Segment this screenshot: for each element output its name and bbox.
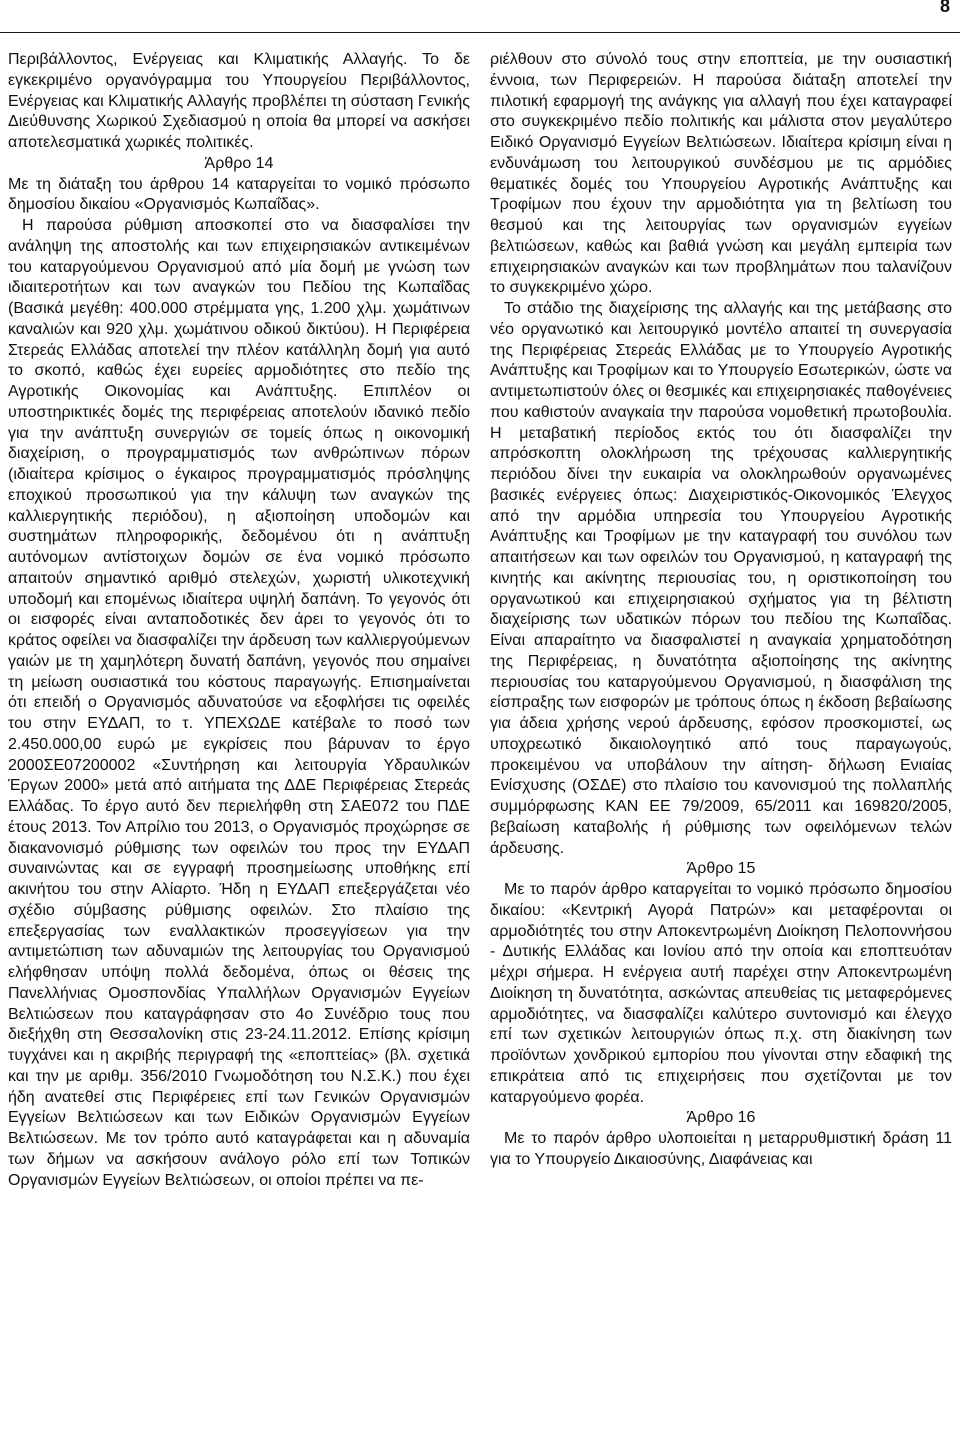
article-16-heading: Άρθρο 16 [686, 1109, 756, 1127]
page-number: 8 [939, 0, 950, 16]
article-15-heading: Άρθρο 15 [686, 860, 756, 878]
article-14-heading: Άρθρο 14 [204, 154, 274, 172]
right-column [490, 50, 952, 1171]
right-paragraph-4: Με το παρόν άρθρο υλοποιείται η μεταρρυθμιστική δράση 11 για το Υπουργείο Δικαιοσύνης, Διαφάνειας και [490, 1130, 952, 1168]
left-paragraph-2: Με τη διάταξη του άρθρου 14 καταργείται το νομικό πρόσωπο δημοσίου δικαίου «Οργανισμός Κωπαΐδας». [8, 175, 470, 214]
right-paragraph-3: Με το παρόν άρθρο καταργείται το νομικό πρόσωπο δημοσίου δικαίου: «Κεντρική Αγορά Πατρών» και μεταφέρονται οι αρμοδιότητές του στην Αποκεντρωμένη Διοίκηση Πελοποννήσου - Δυτικής Ελλάδας και Ιονίου από την οποία και εποπτευόταν μέχρι σήμερα. Η ενέργεια αυτή παρέχει στην Αποκεντρωμένη Διοίκηση τη δυνατότητα, ασκώντας απευθείας τις μεταφερόμενες αρμοδιότητες, να διασφαλίζει καλύτερο συντονισμό και έλεγχο επί των σχετικών λειτουργιών όπως π.χ. στη διακίνηση των προϊόντων χονδρικού εμπορίου που γίνονται στην εδαφική της επικράτεια από τις επιχειρήσεις που σχετίζονται με τον καταργούμενο φορέα. [490, 881, 952, 1106]
header-rule [0, 32, 960, 33]
left-paragraph-1: Περιβάλλοντος, Ενέργειας και Κλιματικής Αλλαγής. Το δε εγκεκριμένο οργανόγραμμα του Υπουργείου Περιβάλλοντος, Ενέργειας και Κλιματικής Αλλαγής προβλέπει τη σύσταση Γενικής Διεύθυνσης Χωρικού Σχεδιασμού η οποία θα μπορεί να ασκήσει αποτελεσματικά χωρικές πολιτικές. [8, 51, 470, 151]
left-paragraph-3: Η παρούσα ρύθμιση αποσκοπεί στο να διασφαλίσει την ανάληψη της αποστολής και των επιχειρησιακών αντικειμένων του καταργούμενου Οργανισμού από μία δομή με γνώση των ιδιαιτεροτήτων και των αναγκών του Πεδίου της Κωπαΐδας (Βασικά μεγέθη: 400.000 στρέμματα γης, 1.200 χλμ. χωμάτινων καναλιών και 920 χλμ. χωμάτινου οδικού δικτύου). Η Περιφέρεια Στερεάς Ελλάδας αποτελεί την πλέον κατάλληλη δομή για αυτό το σκοπό, καθώς έχει ευρείες αρμοδιότητες στο πεδίο της Αγροτικής Οικονομίας και Ανάπτυξης. Επιπλέον οι υποστηρικτικές δομές της περιφέρειας αποτελούν ιδανικό πεδίο για την ανάπτυξη συνεργιών σε τομείς όπως η οικονομική διαχείριση, ο προγραμματισμός των ανθρώπινων πόρων (ιδιαίτερα κρίσιμος ο έγκαιρος προγραμματισμός πρόσληψης εποχικού προσωπικού για την κάλυψη των αναγκών της καλλιεργητικής περιόδου), η αξιοποίηση υποδομών και συστημάτων πληροφορικής, δεδομένου ότι η ανάπτυξη αυτόνομων αντίστοιχων δομών σε ένα νομικό πρόσωπο απαιτούν σημαντικό αριθμό στελεχών, χωριστή υλικοτεχνική υποδομή και επομένως ιδιαίτερα υψηλή δαπάνη. Το γεγονός ότι οι εισφορές είναι ανταποδοτικές δεν άρει το γεγονός ότι το κράτος οφείλει να διασφαλίζει την άρδευση των καλλιεργούμενων γαιών με τη χαμηλότερη δυνατή δαπάνη, γεγονός που σημαίνει τη μείωση ουσιαστικά του κόστους παραγωγής. Επισημαίνεται ότι επειδή ο Οργανισμός αδυνατούσε να εξοφλήσει τις οφειλές του στην ΕΥΔΑΠ, το τ. ΥΠΕΧΩΔΕ κατέβαλε το ποσό των 2.450.000,00 ευρώ με εγκρίσεις που βάρυναν το έργο 2000ΣΕ07200002 «Συντήρηση και λειτουργία Υδραυλικών Έργων 2000» μετά από αιτήματα της ΔΔΕ Περιφέρειας Στερεάς Ελλάδας. Το έργο αυτό δεν περιελήφθη στη ΣΑΕ072 του ΠΔΕ έτους 2013. Τον Απρίλιο του 2013, ο Οργανισμός προχώρησε σε διακανονισμό ρύθμισης των οφειλών του προς την ΕΥΔΑΠ συναινώντας και σε εγγραφή προσημείωσης υποθήκης επί ακινήτου του στην Αλίαρτο. Ήδη η ΕΥΔΑΠ επεξεργάζεται νέο σχέδιο σύμβασης ρύθμισης οφειλών. Στο πλαίσιο της επεξεργασίας των εναλλακτικών προσεγγίσεων για την αντιμετώπιση των αδυναμιών της λειτουργίας του Οργανισμού ελήφθησαν υπόψη πολλά δεδομένα, όπως οι θέσεις της Πανελλήνιας Ομοσπονδίας Υπαλλήλων Οργανισμών Εγγείων Βελτιώσεων που καταγράφησαν στο 4ο Συνέδριο τους που διεξήχθη στη Θεσσαλονίκη στις 23-24.11.2012. Επίσης κρίσιμη τυγχάνει και η ακριβής περιγραφή της «εποπτείας» (βλ. σχετικά και την με αριθμ. 356/2010 Γνωμοδότηση του Ν.Σ.Κ.) που έχει ήδη ανατεθεί στις Περιφέρειες επί των Γενικών Οργανισμών Εγγείων Βελτιώσεων και των Ειδικών Οργανισμών Εγγείων Βελτιώσεων. Με τον τρόπο αυτό καταγράφεται και η αδυναμία των δήμων να ασκήσουν ανάλογο ρόλο επί των Τοπικών Οργανισμών Εγγείων Βελτιώσεων, οι οποίοι πρέπει να πε- [8, 217, 470, 1189]
right-paragraph-1: ριέλθουν στο σύνολό τους στην εποπτεία, με την ουσιαστική έννοια, των Περιφερειών. Η παρούσα διάταξη αποτελεί την πιλοτική εφαρμογή της ανάγκης για αλλαγή που έχει καταγραφεί στο συγκεκριμένο πεδίο πολιτικής και μάλιστα στον μεγαλύτερο Ειδικό Οργανισμό Εγγείων Βελτιώσεων. Ιδιαίτερα κρίσιμη είναι η ενδυνάμωση του λειτουργικού συνδέσμου με τις αρμόδιες θεματικές δομές του Υπουργείου Αγροτικής Ανάπτυξης και Τροφίμων που έχουν την αρμοδιότητα για τη βελτίωση του θεσμού και της λειτουργίας των οργανισμών εγγείων βελτιώσεων, καθώς και βαθιά γνώση και μεγάλη εμπειρία των επιχειρησιακών αναγκών και των προβλημάτων που ταλανίζουν το συγκεκριμένο χώρο. [490, 51, 952, 297]
left-column [8, 50, 470, 1191]
right-paragraph-2: Το στάδιο της διαχείρισης της αλλαγής και της μετάβασης στο νέο οργανωτικό και λειτουργικό μοντέλο απαιτεί τη συνεργασία της Περιφέρειας Στερεάς Ελλάδας με το Υπουργείο Αγροτικής Ανάπτυξης και Τροφίμων και το Υπουργείο Εσωτερικών, ώστε να αντιμετωπιστούν όλες οι θεσμικές και επιχειρησιακές παθογένειες που καθιστούν αναγκαία την παρούσα νομοθετική πρωτοβουλία. Η μεταβατική περίοδος εκτός του ότι διασφαλίζει την απρόσκοπτη ολοκλήρωση της τρέχουσας καλλιεργητικής περιόδου δίνει την ευκαιρία να ολοκληρωθούν οργανωμένες βασικές ενέργειες όπως: Διαχειριστικός-Οικονομικός Έλεγχος από την αρμόδια υπηρεσία του Υπουργείου Αγροτικής Ανάπτυξης και Τροφίμων με την καταγραφή του συνόλου των απαιτήσεων και των οφειλών του Οργανισμού, η καταγραφή της κινητής και ακίνητης περιουσίας του, η οριστικοποίηση του οργανωτικού και επιχειρησιακού σχήματος για τη βέλτιστη διαχείρισης των υδατικών πόρων του πεδίου της Κωπαΐδας. Είναι απαραίτητο να διασφαλιστεί η αναγκαία χρηματοδότηση της Περιφέρειας, η δυνατότητα αξιοποίησης της ακίνητης περιουσίας του καταργούμενου Οργανισμού, η διασφάλιση της είσπραξης των εισφορών με τρόπους όπως η έκδοση βεβαίωσης για άδεια χρήσης νερού άρδευσης, εφόσον προσκομιστεί, ως υποχρεωτικό δικαιολογητικό από τους παραγωγούς, προκειμένου να υποβάλουν την αίτηση- δήλωση Ενιαίας Ενίσχυσης (ΟΣΔΕ) στο πλαίσιο του κανονισμού της πολλαπλής συμμόρφωσης ΚΑΝ ΕΕ 79/2009, 65/2011 και 169820/2005, βεβαίωση καταβολής ή ρύθμισης των οφειλόμενων τελών άρδευσης. [490, 300, 952, 857]
